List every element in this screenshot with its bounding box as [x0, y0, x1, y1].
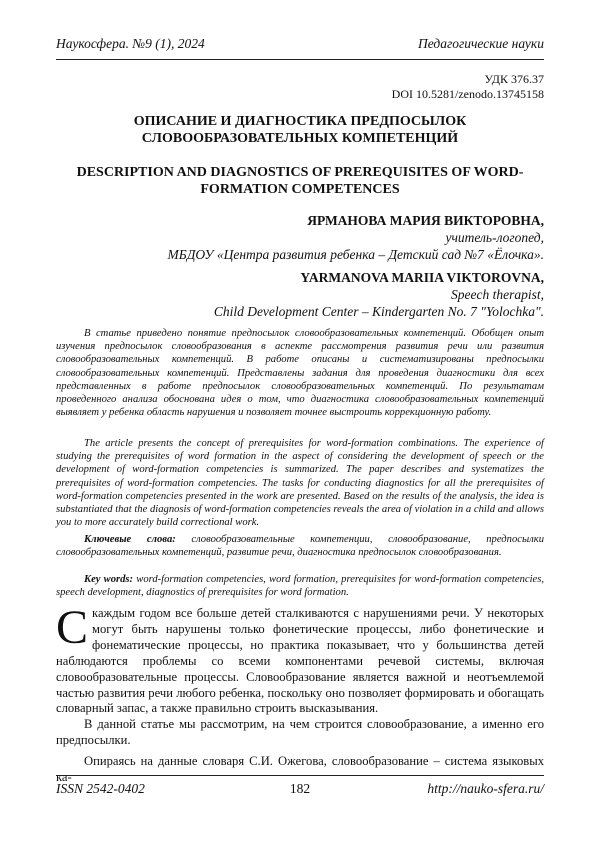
keywords-label-en: Key words:: [84, 574, 134, 585]
title-russian: [56, 113, 544, 147]
keywords-russian: [56, 533, 544, 559]
udk-code: УДК 376.37: [484, 72, 544, 86]
issn: ISSN 2542-0402: [56, 781, 145, 796]
article-body: [56, 601, 544, 786]
author-affiliation-ru: МБДОУ «Центра развития ребенка – Детский сад №7 «Ёлочка».: [167, 247, 544, 262]
author-position-en: Speech therapist,: [451, 287, 544, 302]
drop-cap: С: [56, 601, 89, 654]
running-footer: [56, 781, 544, 801]
journal-title: Наукосфера. №9 (1), 2024: [56, 36, 205, 51]
title-russian-line-1: ОПИСАНИЕ И ДИАГНОСТИКА ПРЕДПОСЫЛОК: [133, 114, 467, 129]
keywords-text-ru: словообразовательные компетенции, словообразование, предпосылки словообразовательных компетенций, развитие речи, диагностика предпосылок словообразования.: [56, 534, 544, 559]
doi: DOI 10.5281/zenodo.13745158: [391, 87, 544, 101]
keywords-text-en: word-formation competencies, word formation, prerequisites for word-formation competencies, speech development, diagnostics of prerequisites for word formation.: [56, 574, 544, 599]
body-paragraph-1-text: каждым годом все больше детей сталкиваются с нарушениями речи. У некоторых могут быть нарушены только фонетические процессы, либо фонетические и фонематические процессы, но практика показывает, что у большинства детей наблюдаются проблемы со всеми компонентами речевой системы, включая словообразовательные процессы. Словообразование является важной и неотъемлемой частью развития речи любого ребенка, поскольку оно позволяет формировать и обогащать словарный запас, а также правильно строить высказывания.: [56, 606, 544, 716]
article-meta: [392, 72, 544, 102]
author-english: [214, 269, 544, 320]
body-paragraph-2: В данной статье мы рассмотрим, на чем строится словообразование, а именно его предпосылки.: [56, 717, 544, 748]
author-name-en: YARMANOVA MARIIA VIKTOROVNA,: [300, 270, 544, 285]
author-name-ru: ЯРМАНОВА МАРИЯ ВИКТОРОВНА,: [307, 213, 544, 228]
title-english-line-1: DESCRIPTION AND DIAGNOSTICS OF PREREQUISITES OF WORD-: [76, 165, 524, 180]
body-paragraph-1: [56, 601, 544, 717]
abstract-russian: В статье приведено понятие предпосылок словообразовательных компетенций. Обобщен опыт изучения предпосылок словообразования в аспекте рассмотрения развития речи или развития словообразовательных компетенций. В работе описаны и систематизированы предпосылки словообразовательных компетенций. Представлены задания для проведения диагностики для всех представленных в работе предпосылок словообразовательных компетенций. По результатам проведенного анализа обоснована идея о том, что диагностика словообразовательных компетенций выявляет у ребенка область нарушения и позволяет точнее выстроить коррекционную работу.: [56, 328, 544, 419]
title-english: [56, 164, 544, 198]
abstract-english: The article presents the concept of prerequisites for word-formation combinations. The experience of studying the prerequisites of word formation in the aspect of considering the development of speech or the development of word-formation competencies is summarized. The paper describes and systematizes the prerequisites of word-formation competencies. The tasks for conducting diagnostics for all the prerequisites of word-formation competencies presented in the work are presented. Based on the results of the analysis, the idea is substantiated that the diagnosis of word-formation competencies reveals the area of violation in a child and allows you to more accurately build correctional work.: [56, 438, 544, 529]
running-header: [56, 36, 544, 58]
keywords-english: [56, 573, 544, 599]
title-english-line-2: FORMATION COMPETENCES: [200, 182, 400, 197]
title-russian-line-2: СЛОВООБРАЗОВАТЕЛЬНЫХ КОМПЕТЕНЦИЙ: [141, 131, 459, 146]
section-name: Педагогические науки: [417, 36, 544, 51]
journal-url: http://nauko-sfera.ru/: [427, 781, 544, 796]
footer-rule: [56, 775, 544, 776]
author-affiliation-en: Child Development Center – Kindergarten No. 7 "Yolochka".: [213, 304, 544, 319]
page-number: 182: [289, 781, 311, 796]
header-rule: [56, 59, 544, 60]
author-position-ru: учитель-логопед,: [445, 230, 544, 245]
author-russian: [167, 212, 544, 263]
keywords-label-ru: Ключевые слова:: [84, 534, 176, 545]
body-paragraph-3: Опираясь на данные словаря С.И. Ожегова, словообразование – система языковых ка-: [56, 754, 544, 785]
